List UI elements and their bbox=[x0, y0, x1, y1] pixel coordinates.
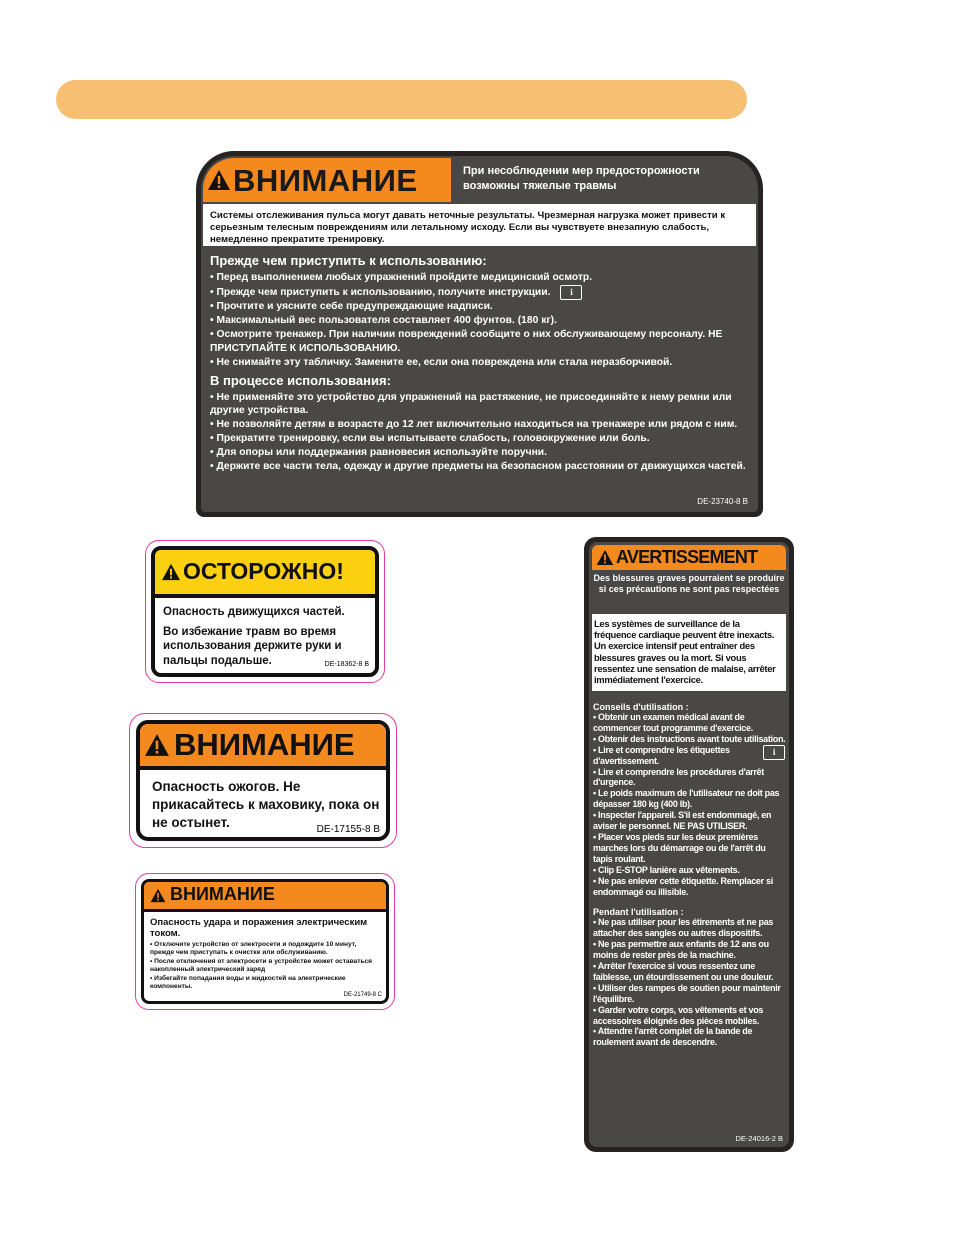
label-title: ВНИМАНИЕ bbox=[233, 163, 418, 198]
section-title: Conseils d'utilisation : bbox=[593, 702, 689, 712]
label-title: ОСТОРОЖНО! bbox=[183, 558, 344, 584]
list-item: • Placer vos pieds sur les deux premières marches lors du démarrage ou de l'arrêt du tapis roulant. bbox=[593, 831, 766, 864]
label-title: ВНИМАНИЕ bbox=[170, 884, 275, 904]
list-item: • Lire et comprendre les procédures d'arrêt d'urgence. bbox=[593, 766, 764, 788]
warning-text: Системы отслеживания пульса могут давать неточные результаты. Чрезмерная нагрузка может привести к серьезным телесным повреждениям или летальному исходу. Если вы чувствуете внезапную слабость, немедленно прекратите тренировку. bbox=[203, 204, 756, 246]
list-item: • Garder votre corps, vos vêtements et vos accessoires éloignés des pièces mobiles. bbox=[593, 1004, 764, 1026]
label-code: DE-17155-8 B bbox=[316, 824, 380, 835]
list-item: • Inspecter l'appareil. S'il est endommagé, en aviser le personnel. NE PAS UTILISER. bbox=[593, 810, 772, 832]
list-item: • Не позволяйте детям в возрасте до 12 лет включительно находиться на тренажере или рядом с ним. bbox=[210, 419, 738, 431]
warning-triangle-icon bbox=[161, 563, 181, 581]
list-item: • После отключения от электросети в устройстве может оставаться накопленный электрический заряд bbox=[150, 957, 373, 974]
list-item: • Избегайте попадания воды и жидкостей на электрические компоненты. bbox=[150, 974, 346, 991]
section-title: В процессе использования: bbox=[210, 372, 391, 388]
warning-label-main bbox=[196, 151, 763, 517]
list-item: • Осмотрите тренажер. При наличии повреждений сообщите о них обслуживающему персоналу. НЕ ПРИСТУПАЙТЕ К ИСПОЛЬЗОВАНИЮ. bbox=[210, 328, 723, 354]
label-code: DE-23740-8 B bbox=[697, 497, 748, 506]
list-item: • Arrêter l'exercice si vous ressentez une faiblesse, un étourdissement ou une douleur. bbox=[593, 961, 774, 982]
list-item: • Obtenir un examen médical avant de commencer tout programme d'exercice. bbox=[593, 712, 753, 733]
manual-info-icon: i bbox=[763, 745, 785, 760]
label-header-text: При несоблюдении мер предосторожности возможны тяжелые травмы bbox=[463, 165, 700, 192]
label-code: DE-21749-8 C bbox=[343, 992, 382, 998]
section-title: Pendant l'utilisation : bbox=[593, 907, 684, 918]
label-header bbox=[155, 550, 375, 598]
list-item: • Utiliser des rampes de soutien pour maintenir l'équilibre. bbox=[593, 982, 781, 1004]
list-item: • Прекратите тренировку, если вы испытываете слабость, головокружение или боль. bbox=[210, 433, 650, 445]
label-header-text: Des blessures graves pourraient se produire si ces précautions ne sont pas respectées bbox=[593, 573, 785, 594]
list-item: • Le poids maximum de l'utilisateur ne doit pas dépasser 180 kg (400 lb). bbox=[593, 788, 780, 810]
list-item: • Ne pas permettre aux enfants de 12 ans ou moins de rester près de la machine. bbox=[593, 939, 769, 961]
list-item: • Для опоры или поддержания равновесия используйте поручни. bbox=[210, 447, 547, 459]
list-item: • Не снимайте эту табличку. Замените ее, если она повреждена или стала неразборчивой. bbox=[210, 356, 673, 368]
section-header-bar bbox=[56, 80, 747, 119]
list-item: • Attendre l'arrêt complet de la bande de roulement avant de descendre. bbox=[593, 1026, 753, 1048]
list-item: • Ne pas enlever cette étiquette. Remplacer si endommagé ou illisible. bbox=[593, 875, 773, 897]
list-item: • Держите все части тела, одежду и другие предметы на безопасном расстоянии от движущихся частей. bbox=[210, 461, 746, 473]
list-item: • Перед выполнением любых упражнений пройдите медицинский осмотр. bbox=[210, 272, 593, 283]
label-header bbox=[203, 158, 451, 202]
label-header bbox=[140, 724, 386, 770]
label-code: DE-18362-8 B bbox=[324, 661, 369, 668]
list-item: • Отключите устройство от электросети и подождите 10 минут, прежде чем приступать к очистке или обслуживанию. bbox=[150, 941, 357, 957]
warning-label-french bbox=[584, 537, 794, 1152]
list-item: • Ne pas utiliser pour les étirements et ne pas attacher des sangles ou autres dispositifs. bbox=[593, 917, 774, 939]
warning-triangle-icon bbox=[596, 549, 614, 566]
list-item: • Не применяйте это устройство для упражнений на растяжение, не присоединяйте к нему ремни или другие устройства. bbox=[210, 391, 732, 417]
list-item: • Lire et comprendre les étiquettes d'avertissement. i bbox=[593, 745, 787, 767]
label-header bbox=[144, 882, 386, 912]
warning-label-electric bbox=[135, 873, 395, 1010]
label-title: ВНИМАНИЕ bbox=[174, 727, 355, 762]
list-item: • Прежде чем приступить к использованию, получите инструкции. i bbox=[210, 285, 748, 300]
warning-triangle-icon bbox=[150, 888, 166, 903]
label-title: AVERTISSEMENT bbox=[616, 547, 758, 567]
list-item: • Clip E-STOP lanière aux vêtements. bbox=[593, 864, 740, 875]
list-item: • Obtenir des instructions avant toute utilisation. bbox=[593, 733, 786, 744]
warning-triangle-icon bbox=[144, 733, 170, 757]
warning-triangle-icon bbox=[207, 169, 231, 191]
label-text: Опасность удара и поражения электрическим током. bbox=[150, 917, 368, 939]
manual-info-icon: i bbox=[560, 285, 582, 300]
label-code: DE-24016-2 B bbox=[735, 1134, 783, 1143]
warning-label-burn bbox=[129, 713, 397, 848]
list-item: • Максимальный вес пользователя составляет 400 фунтов. (180 кг). bbox=[210, 314, 557, 326]
label-text: Опасность ожогов. Не прикасайтесь к маховику, пока он не остынет. bbox=[152, 779, 380, 830]
section-title: Прежде чем приступить к использованию: bbox=[210, 253, 487, 268]
label-text-line: Опасность движущихся частей. bbox=[163, 606, 345, 618]
label-text-line: Во избежание травм во время использования держите руки и пальцы подальше. bbox=[163, 625, 342, 667]
caution-label-moving-parts bbox=[145, 540, 385, 683]
warning-text: Les systèmes de surveillance de la fréquence cardiaque peuvent être inexacts. Un exercice intensif peut entraîner des blessures graves ou la mort. Si vous ressentez une sensation de malaise, arrêter immédiatement l'exercice. bbox=[592, 614, 786, 691]
label-header bbox=[592, 545, 786, 570]
list-item: • Прочтите и уясните себе предупреждающие надписи. bbox=[210, 301, 493, 313]
